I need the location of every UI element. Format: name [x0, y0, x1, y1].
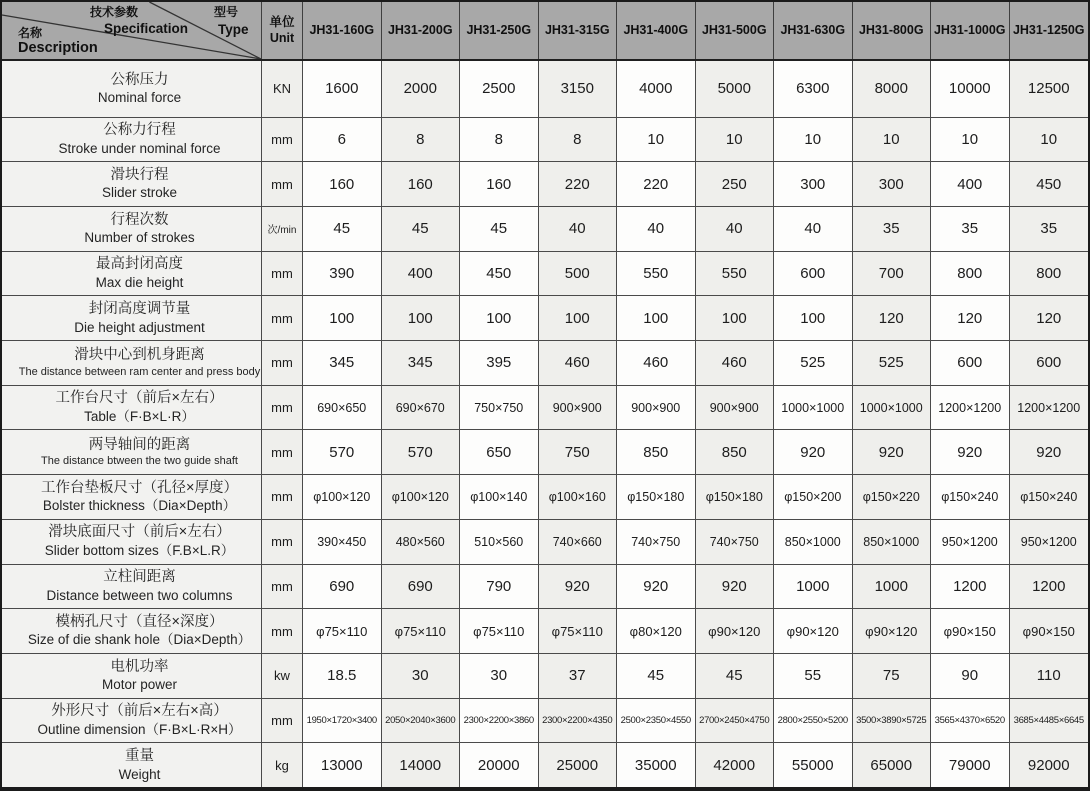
row-label-cell: [2, 207, 262, 251]
value-cell: 100: [303, 296, 382, 340]
unit-cell: mm: [262, 296, 303, 340]
value-cell: 220: [617, 162, 696, 206]
row-label-cell: [2, 609, 262, 653]
value-cell: 345: [382, 341, 461, 385]
model-header-cell: JH31-630G: [774, 2, 853, 59]
value-cell: 2800×2550×5200: [774, 699, 853, 743]
value-cell: 570: [382, 430, 461, 474]
value-cell: 300: [774, 162, 853, 206]
value-cell: 800: [1010, 252, 1089, 296]
value-cell: 8: [460, 118, 539, 162]
row-label-en: Stroke under nominal force: [58, 140, 221, 156]
table-row: [2, 654, 1088, 699]
value-cell: 750: [539, 430, 618, 474]
value-cell: 160: [382, 162, 461, 206]
row-label-cn: 滑块底面尺寸（前后×左右）: [48, 524, 231, 541]
row-label-cell: [2, 475, 262, 519]
model-header-cell: JH31-315G: [539, 2, 618, 59]
value-cell: φ150×220: [853, 475, 932, 519]
value-cell: 160: [303, 162, 382, 206]
value-cell: 45: [460, 207, 539, 251]
value-cell: φ150×240: [1010, 475, 1089, 519]
value-cell: 12500: [1010, 61, 1089, 117]
value-cell: φ150×180: [696, 475, 775, 519]
value-cell: 1600: [303, 61, 382, 117]
value-cell: 35: [853, 207, 932, 251]
value-cell: 20000: [460, 743, 539, 787]
value-cell: 45: [382, 207, 461, 251]
table-row: [2, 386, 1088, 431]
corner-desc-en: Description: [18, 40, 98, 56]
value-cell: 1950×1720×3400: [303, 699, 382, 743]
row-label-en: Max die height: [95, 274, 184, 290]
unit-cell: mm: [262, 252, 303, 296]
unit-cell: kg: [262, 743, 303, 787]
row-label-cell: [2, 654, 262, 698]
table-row: [2, 207, 1088, 252]
value-cell: 160: [460, 162, 539, 206]
row-label-en: Nominal force: [97, 90, 182, 106]
value-cell: 5000: [696, 61, 775, 117]
value-cell: 10: [617, 118, 696, 162]
unit-header-cn: 单位: [269, 14, 295, 29]
model-header-cell: JH31-800G: [853, 2, 932, 59]
value-cell: 800: [931, 252, 1010, 296]
value-cell: 1200×1200: [1010, 386, 1089, 430]
value-cell: 460: [539, 341, 618, 385]
table-row: [2, 743, 1088, 787]
unit-header-en: Unit: [269, 30, 295, 45]
value-cell: 650: [460, 430, 539, 474]
value-cell: 18.5: [303, 654, 382, 698]
value-cell: 345: [303, 341, 382, 385]
unit-cell: mm: [262, 565, 303, 609]
value-cell: 90: [931, 654, 1010, 698]
value-cell: 450: [1010, 162, 1089, 206]
value-cell: 525: [853, 341, 932, 385]
row-label-cn: 电机功率: [110, 658, 169, 675]
table-row: [2, 252, 1088, 297]
value-cell: 920: [774, 430, 853, 474]
value-cell: 460: [617, 341, 696, 385]
value-cell: 850: [617, 430, 696, 474]
value-cell: φ150×240: [931, 475, 1010, 519]
table-row: [2, 430, 1088, 475]
unit-cell: mm: [262, 475, 303, 519]
row-label-cell: [2, 118, 262, 162]
value-cell: φ90×120: [696, 609, 775, 653]
model-header-cell: JH31-500G: [696, 2, 775, 59]
value-cell: 100: [696, 296, 775, 340]
value-cell: φ90×120: [853, 609, 932, 653]
value-cell: 10: [774, 118, 853, 162]
value-cell: 1200: [931, 565, 1010, 609]
value-cell: φ90×150: [1010, 609, 1089, 653]
row-label-cell: [2, 430, 262, 474]
value-cell: 30: [382, 654, 461, 698]
value-cell: 2050×2040×3600: [382, 699, 461, 743]
row-label-cell: [2, 341, 262, 385]
table-row: [2, 475, 1088, 520]
value-cell: 850×1000: [774, 520, 853, 564]
value-cell: 400: [382, 252, 461, 296]
value-cell: 2300×2200×4350: [539, 699, 618, 743]
value-cell: 690: [382, 565, 461, 609]
value-cell: 8: [382, 118, 461, 162]
value-cell: 950×1200: [1010, 520, 1089, 564]
model-header-cell: JH31-200G: [382, 2, 461, 59]
table-header-row: [2, 2, 1088, 61]
value-cell: 1200×1200: [931, 386, 1010, 430]
value-cell: 100: [774, 296, 853, 340]
row-label-cn: 公称压力: [110, 71, 169, 88]
table-row: [2, 341, 1088, 386]
unit-cell: mm: [262, 609, 303, 653]
value-cell: 2500: [460, 61, 539, 117]
value-cell: φ100×120: [382, 475, 461, 519]
row-label-en: Distance between two columns: [46, 587, 233, 603]
value-cell: 900×900: [696, 386, 775, 430]
value-cell: 740×750: [696, 520, 775, 564]
unit-cell: mm: [262, 430, 303, 474]
row-label-cell: [2, 162, 262, 206]
value-cell: 920: [931, 430, 1010, 474]
row-label-cn: 工作台尺寸（前后×左右）: [55, 390, 224, 407]
row-label-en: Weight: [118, 766, 161, 782]
row-label-cell: [2, 520, 262, 564]
value-cell: 3500×3890×5725: [853, 699, 932, 743]
corner-type-cn: 型号: [214, 5, 239, 19]
value-cell: φ75×110: [539, 609, 618, 653]
unit-cell: mm: [262, 699, 303, 743]
value-cell: φ80×120: [617, 609, 696, 653]
unit-header-cell: [262, 2, 303, 59]
value-cell: 13000: [303, 743, 382, 787]
value-cell: 100: [539, 296, 618, 340]
value-cell: 10: [853, 118, 932, 162]
value-cell: 690×650: [303, 386, 382, 430]
value-cell: φ75×110: [382, 609, 461, 653]
unit-cell: kw: [262, 654, 303, 698]
value-cell: 2000: [382, 61, 461, 117]
value-cell: 750×750: [460, 386, 539, 430]
value-cell: φ150×180: [617, 475, 696, 519]
value-cell: 920: [1010, 430, 1089, 474]
row-label-en: Size of die shank hole（Dia×Depth）: [27, 632, 252, 648]
value-cell: 6: [303, 118, 382, 162]
row-label-en: The distance btween the two guide shaft: [41, 455, 238, 468]
unit-cell: mm: [262, 118, 303, 162]
value-cell: 100: [460, 296, 539, 340]
value-cell: 790: [460, 565, 539, 609]
value-cell: 220: [539, 162, 618, 206]
value-cell: 395: [460, 341, 539, 385]
value-cell: 120: [931, 296, 1010, 340]
corner-cell: [2, 2, 262, 59]
unit-cell: mm: [262, 341, 303, 385]
corner-spec-cn: 技术参数: [90, 5, 139, 19]
row-label-cn: 公称力行程: [103, 122, 176, 139]
row-label-cn: 封闭高度调节量: [88, 300, 191, 317]
value-cell: 40: [539, 207, 618, 251]
value-cell: 110: [1010, 654, 1089, 698]
value-cell: φ90×120: [774, 609, 853, 653]
row-label-cell: [2, 61, 262, 117]
row-label-cn: 外形尺寸（前后×左右×高）: [51, 703, 228, 720]
value-cell: 4000: [617, 61, 696, 117]
value-cell: 10: [696, 118, 775, 162]
row-label-cn: 滑块行程: [110, 166, 169, 183]
value-cell: 600: [774, 252, 853, 296]
corner-desc-cn: 名称: [18, 26, 43, 40]
value-cell: 1000×1000: [774, 386, 853, 430]
value-cell: 740×750: [617, 520, 696, 564]
value-cell: 3685×4485×6645: [1010, 699, 1089, 743]
corner-type-en: Type: [218, 22, 249, 37]
table-body: [2, 61, 1088, 787]
value-cell: 250: [696, 162, 775, 206]
value-cell: 390: [303, 252, 382, 296]
row-label-en: Motor power: [101, 677, 178, 693]
value-cell: 525: [774, 341, 853, 385]
unit-cell: 次/min: [262, 207, 303, 251]
value-cell: 40: [696, 207, 775, 251]
value-cell: 920: [539, 565, 618, 609]
table-row: [2, 61, 1088, 118]
value-cell: 6300: [774, 61, 853, 117]
value-cell: 35: [1010, 207, 1089, 251]
value-cell: 900×900: [617, 386, 696, 430]
value-cell: 55: [774, 654, 853, 698]
row-label-en: Number of strokes: [84, 230, 195, 246]
row-label-cn: 滑块中心到机身距离: [74, 347, 205, 364]
row-label-cn: 重量: [125, 747, 154, 764]
value-cell: 600: [931, 341, 1010, 385]
value-cell: 400: [931, 162, 1010, 206]
value-cell: 1200: [1010, 565, 1089, 609]
value-cell: 3565×4370×6520: [931, 699, 1010, 743]
row-label-cell: [2, 296, 262, 340]
value-cell: 1000: [853, 565, 932, 609]
value-cell: 1000: [774, 565, 853, 609]
value-cell: 92000: [1010, 743, 1089, 787]
value-cell: 480×560: [382, 520, 461, 564]
value-cell: 850×1000: [853, 520, 932, 564]
value-cell: 8: [539, 118, 618, 162]
value-cell: 460: [696, 341, 775, 385]
value-cell: 920: [617, 565, 696, 609]
value-cell: φ75×110: [303, 609, 382, 653]
row-label-en: Bolster thickness（Dia×Depth）: [42, 498, 237, 514]
row-label-en: Slider bottom sizes（F.B×L.R）: [44, 543, 235, 559]
value-cell: 920: [853, 430, 932, 474]
row-label-cell: [2, 565, 262, 609]
value-cell: 42000: [696, 743, 775, 787]
value-cell: φ100×120: [303, 475, 382, 519]
value-cell: 40: [617, 207, 696, 251]
value-cell: 45: [696, 654, 775, 698]
value-cell: 900×900: [539, 386, 618, 430]
row-label-en: Slider stroke: [101, 185, 178, 201]
value-cell: 10: [931, 118, 1010, 162]
value-cell: 950×1200: [931, 520, 1010, 564]
value-cell: 25000: [539, 743, 618, 787]
value-cell: 35000: [617, 743, 696, 787]
value-cell: 550: [617, 252, 696, 296]
model-header-cell: JH31-1000G: [931, 2, 1010, 59]
table-row: [2, 699, 1088, 744]
row-label-cn: 立柱间距离: [103, 569, 176, 586]
value-cell: 500: [539, 252, 618, 296]
row-label-cn: 模柄孔尺寸（直径×深度）: [55, 613, 224, 630]
value-cell: 10: [1010, 118, 1089, 162]
value-cell: 45: [303, 207, 382, 251]
value-cell: 510×560: [460, 520, 539, 564]
unit-cell: mm: [262, 520, 303, 564]
value-cell: 700: [853, 252, 932, 296]
value-cell: 75: [853, 654, 932, 698]
value-cell: 79000: [931, 743, 1010, 787]
table-row: [2, 118, 1088, 163]
value-cell: 65000: [853, 743, 932, 787]
row-label-cell: [2, 743, 262, 787]
value-cell: 10000: [931, 61, 1010, 117]
value-cell: φ100×140: [460, 475, 539, 519]
model-header-cell: JH31-160G: [303, 2, 382, 59]
value-cell: 2700×2450×4750: [696, 699, 775, 743]
value-cell: 450: [460, 252, 539, 296]
value-cell: 14000: [382, 743, 461, 787]
unit-cell: mm: [262, 162, 303, 206]
model-header-cell: JH31-400G: [617, 2, 696, 59]
model-header-cell: JH31-1250G: [1012, 22, 1085, 37]
value-cell: 40: [774, 207, 853, 251]
value-cell: 690×670: [382, 386, 461, 430]
row-label-cell: [2, 252, 262, 296]
unit-cell: mm: [262, 386, 303, 430]
value-cell: φ90×150: [931, 609, 1010, 653]
value-cell: 100: [617, 296, 696, 340]
value-cell: 30: [460, 654, 539, 698]
value-cell: 100: [382, 296, 461, 340]
row-label-cell: [2, 699, 262, 743]
value-cell: 2300×2200×3860: [460, 699, 539, 743]
row-label-cn: 最高封闭高度: [96, 256, 183, 273]
value-cell: 550: [696, 252, 775, 296]
value-cell: 45: [617, 654, 696, 698]
value-cell: 600: [1010, 341, 1089, 385]
value-cell: 35: [931, 207, 1010, 251]
row-label-cn: 行程次数: [110, 211, 169, 228]
value-cell: 850: [696, 430, 775, 474]
table-row: [2, 565, 1088, 610]
table-row: [2, 296, 1088, 341]
unit-cell: KN: [262, 61, 303, 117]
value-cell: 55000: [774, 743, 853, 787]
value-cell: φ100×160: [539, 475, 618, 519]
value-cell: 690: [303, 565, 382, 609]
value-cell: 37: [539, 654, 618, 698]
value-cell: φ150×200: [774, 475, 853, 519]
value-cell: 740×660: [539, 520, 618, 564]
row-label-en: Outline dimension（F·B×L·R×H）: [37, 721, 242, 737]
row-label-cell: [2, 386, 262, 430]
model-header-cell: JH31-250G: [460, 2, 539, 59]
table-row: [2, 520, 1088, 565]
value-cell: 300: [853, 162, 932, 206]
row-label-en: Table（F·B×L·R）: [84, 408, 195, 424]
value-cell: 120: [853, 296, 932, 340]
value-cell: 3150: [539, 61, 618, 117]
value-cell: 8000: [853, 61, 932, 117]
value-cell: 120: [1010, 296, 1089, 340]
row-label-en: The distance between ram center and press body: [18, 365, 261, 378]
table-row: [2, 162, 1088, 207]
table-row: [2, 609, 1088, 654]
value-cell: 390×450: [303, 520, 382, 564]
value-cell: φ75×110: [460, 609, 539, 653]
value-cell: 2500×2350×4550: [617, 699, 696, 743]
value-cell: 570: [303, 430, 382, 474]
value-cell: 920: [696, 565, 775, 609]
corner-spec-en: Specification: [104, 21, 189, 36]
value-cell: 1000×1000: [853, 386, 932, 430]
row-label-cn: 工作台垫板尺寸（孔径×厚度）: [41, 479, 238, 496]
row-label-en: Die height adjustment: [74, 319, 205, 335]
row-label-cn: 两导轴间的距离: [88, 436, 191, 453]
